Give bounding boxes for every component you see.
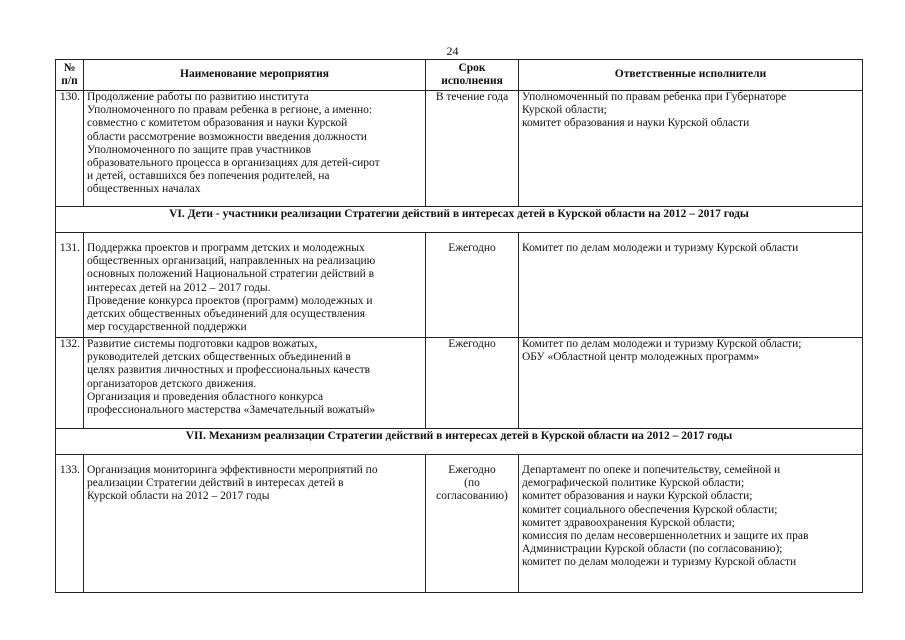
cell-line: комиссия по делам несовершеннолетних и защите их прав (522, 530, 809, 543)
cell-line: области рассмотрение возможности введения должности (87, 130, 367, 143)
section-heading: VII. Механизм реализации Стратегии действий в интересах детей в Курской области на 2012 – 2017 годы (56, 429, 863, 455)
section-heading: VI. Дети - участники реализации Стратегии действий в интересах детей в Курской области на 2012 – 2017 годы (56, 207, 863, 233)
row-number: 133. (56, 455, 84, 593)
cell-line: совместно с комитетом образования и науки Курской (87, 117, 348, 130)
activity-name (84, 91, 426, 207)
cell-line: согласованию) (436, 490, 508, 503)
cell-line: Организация и проведения областного конкурса (87, 390, 324, 403)
activity-name (84, 455, 426, 593)
cell-line: Курской области; (522, 104, 607, 117)
section-heading-row (56, 207, 863, 233)
cell-line: общественных началах (87, 183, 201, 196)
table-header-row (56, 60, 863, 91)
cell-line: организаторов детского движения. (87, 377, 257, 390)
cell-line: Поддержка проектов и программ детских и молодежных (87, 242, 365, 254)
activity-name (84, 233, 426, 338)
cell-line: мер государственной поддержки (87, 321, 247, 334)
section-heading-row (56, 429, 863, 455)
table-row (56, 455, 863, 593)
cell-line: и детей, оставшихся без попечения родителей, на (87, 170, 330, 183)
cell-line: образовательного процесса в организациях для детей-сирот (87, 157, 380, 170)
activity-term (426, 455, 519, 593)
cell-line: комитет образования и науки Курской области (522, 117, 750, 130)
activities-table (55, 59, 863, 593)
cell-line: руководителей детских общественных объединений в (87, 351, 351, 364)
table-row (56, 233, 863, 338)
row-number: 132. (56, 338, 84, 429)
row-number: 131. (56, 233, 84, 338)
cell-line: (по (464, 477, 480, 490)
cell-line: ОБУ «Областной центр молодежных программ» (522, 351, 760, 364)
cell-line: Проведение конкурса проектов (программ) молодежных и (87, 294, 373, 307)
cell-line: В течение года (435, 91, 509, 103)
table-row (56, 338, 863, 429)
cell-line: Комитет по делам молодежи и туризму Курской области (522, 242, 799, 254)
cell-line: комитет здравоохранения Курской области; (522, 516, 735, 529)
cell-line: Ежегодно (448, 242, 496, 254)
activity-responsible (519, 338, 863, 429)
cell-line: Администрации Курской области (по согласованию); (522, 543, 783, 556)
cell-line: комитет по делам молодежи и туризму Курской области (522, 556, 797, 569)
cell-line: детских общественных объединений для осуществления (87, 308, 366, 321)
activity-responsible (519, 455, 863, 593)
cell-line: Уполномоченный по правам ребенка при Губернаторе (522, 91, 787, 103)
cell-line: Департамент по опеке и попечительству, семейной и (522, 464, 781, 476)
cell-line: профессионального мастерства «Замечательный вожатый» (87, 404, 376, 417)
table-row (56, 91, 863, 207)
header-term: Срок исполнения (426, 60, 519, 91)
cell-line: Ежегодно (448, 338, 496, 350)
row-number: 130. (56, 91, 84, 207)
header-num: № п/п (56, 60, 84, 91)
cell-line: Курской области на 2012 – 2017 годы (87, 490, 270, 503)
cell-line: общественных организаций, направленных на реализацию (87, 255, 376, 268)
cell-line: Организация мониторинга эффективности мероприятий по (87, 464, 378, 476)
cell-line: демографической политике Курской области; (522, 477, 745, 490)
cell-line: Развитие системы подготовки кадров вожатых, (87, 338, 318, 350)
cell-line: Комитет по делам молодежи и туризму Курской области; (522, 338, 802, 350)
cell-line: Уполномоченного по правам ребенка в регионе, а именно: (87, 104, 373, 117)
cell-line: интересах детей на 2012 – 2017 годы. (87, 281, 271, 294)
cell-line: Уполномоченного по защите прав участников (87, 143, 312, 156)
cell-line: комитет социального обеспечения Курской области; (522, 503, 778, 516)
cell-line: комитет образования и науки Курской области; (522, 490, 753, 503)
header-responsible: Ответственные исполнители (519, 60, 863, 91)
cell-line: Ежегодно (448, 464, 496, 476)
activity-responsible (519, 91, 863, 207)
cell-line: основных положений Национальной стратегии действий в (87, 268, 375, 281)
activity-term (426, 338, 519, 429)
activity-responsible (519, 233, 863, 338)
activity-term (426, 91, 519, 207)
activity-term (426, 233, 519, 338)
page-number: 24 (446, 44, 459, 58)
cell-line: целях развития личностных и профессиональных качеств (87, 364, 371, 377)
cell-line: Продолжение работы по развитию института (87, 91, 309, 103)
activity-name (84, 338, 426, 429)
header-name: Наименование мероприятия (84, 60, 426, 91)
cell-line: реализации Стратегии действий в интересах детей в (87, 477, 344, 490)
